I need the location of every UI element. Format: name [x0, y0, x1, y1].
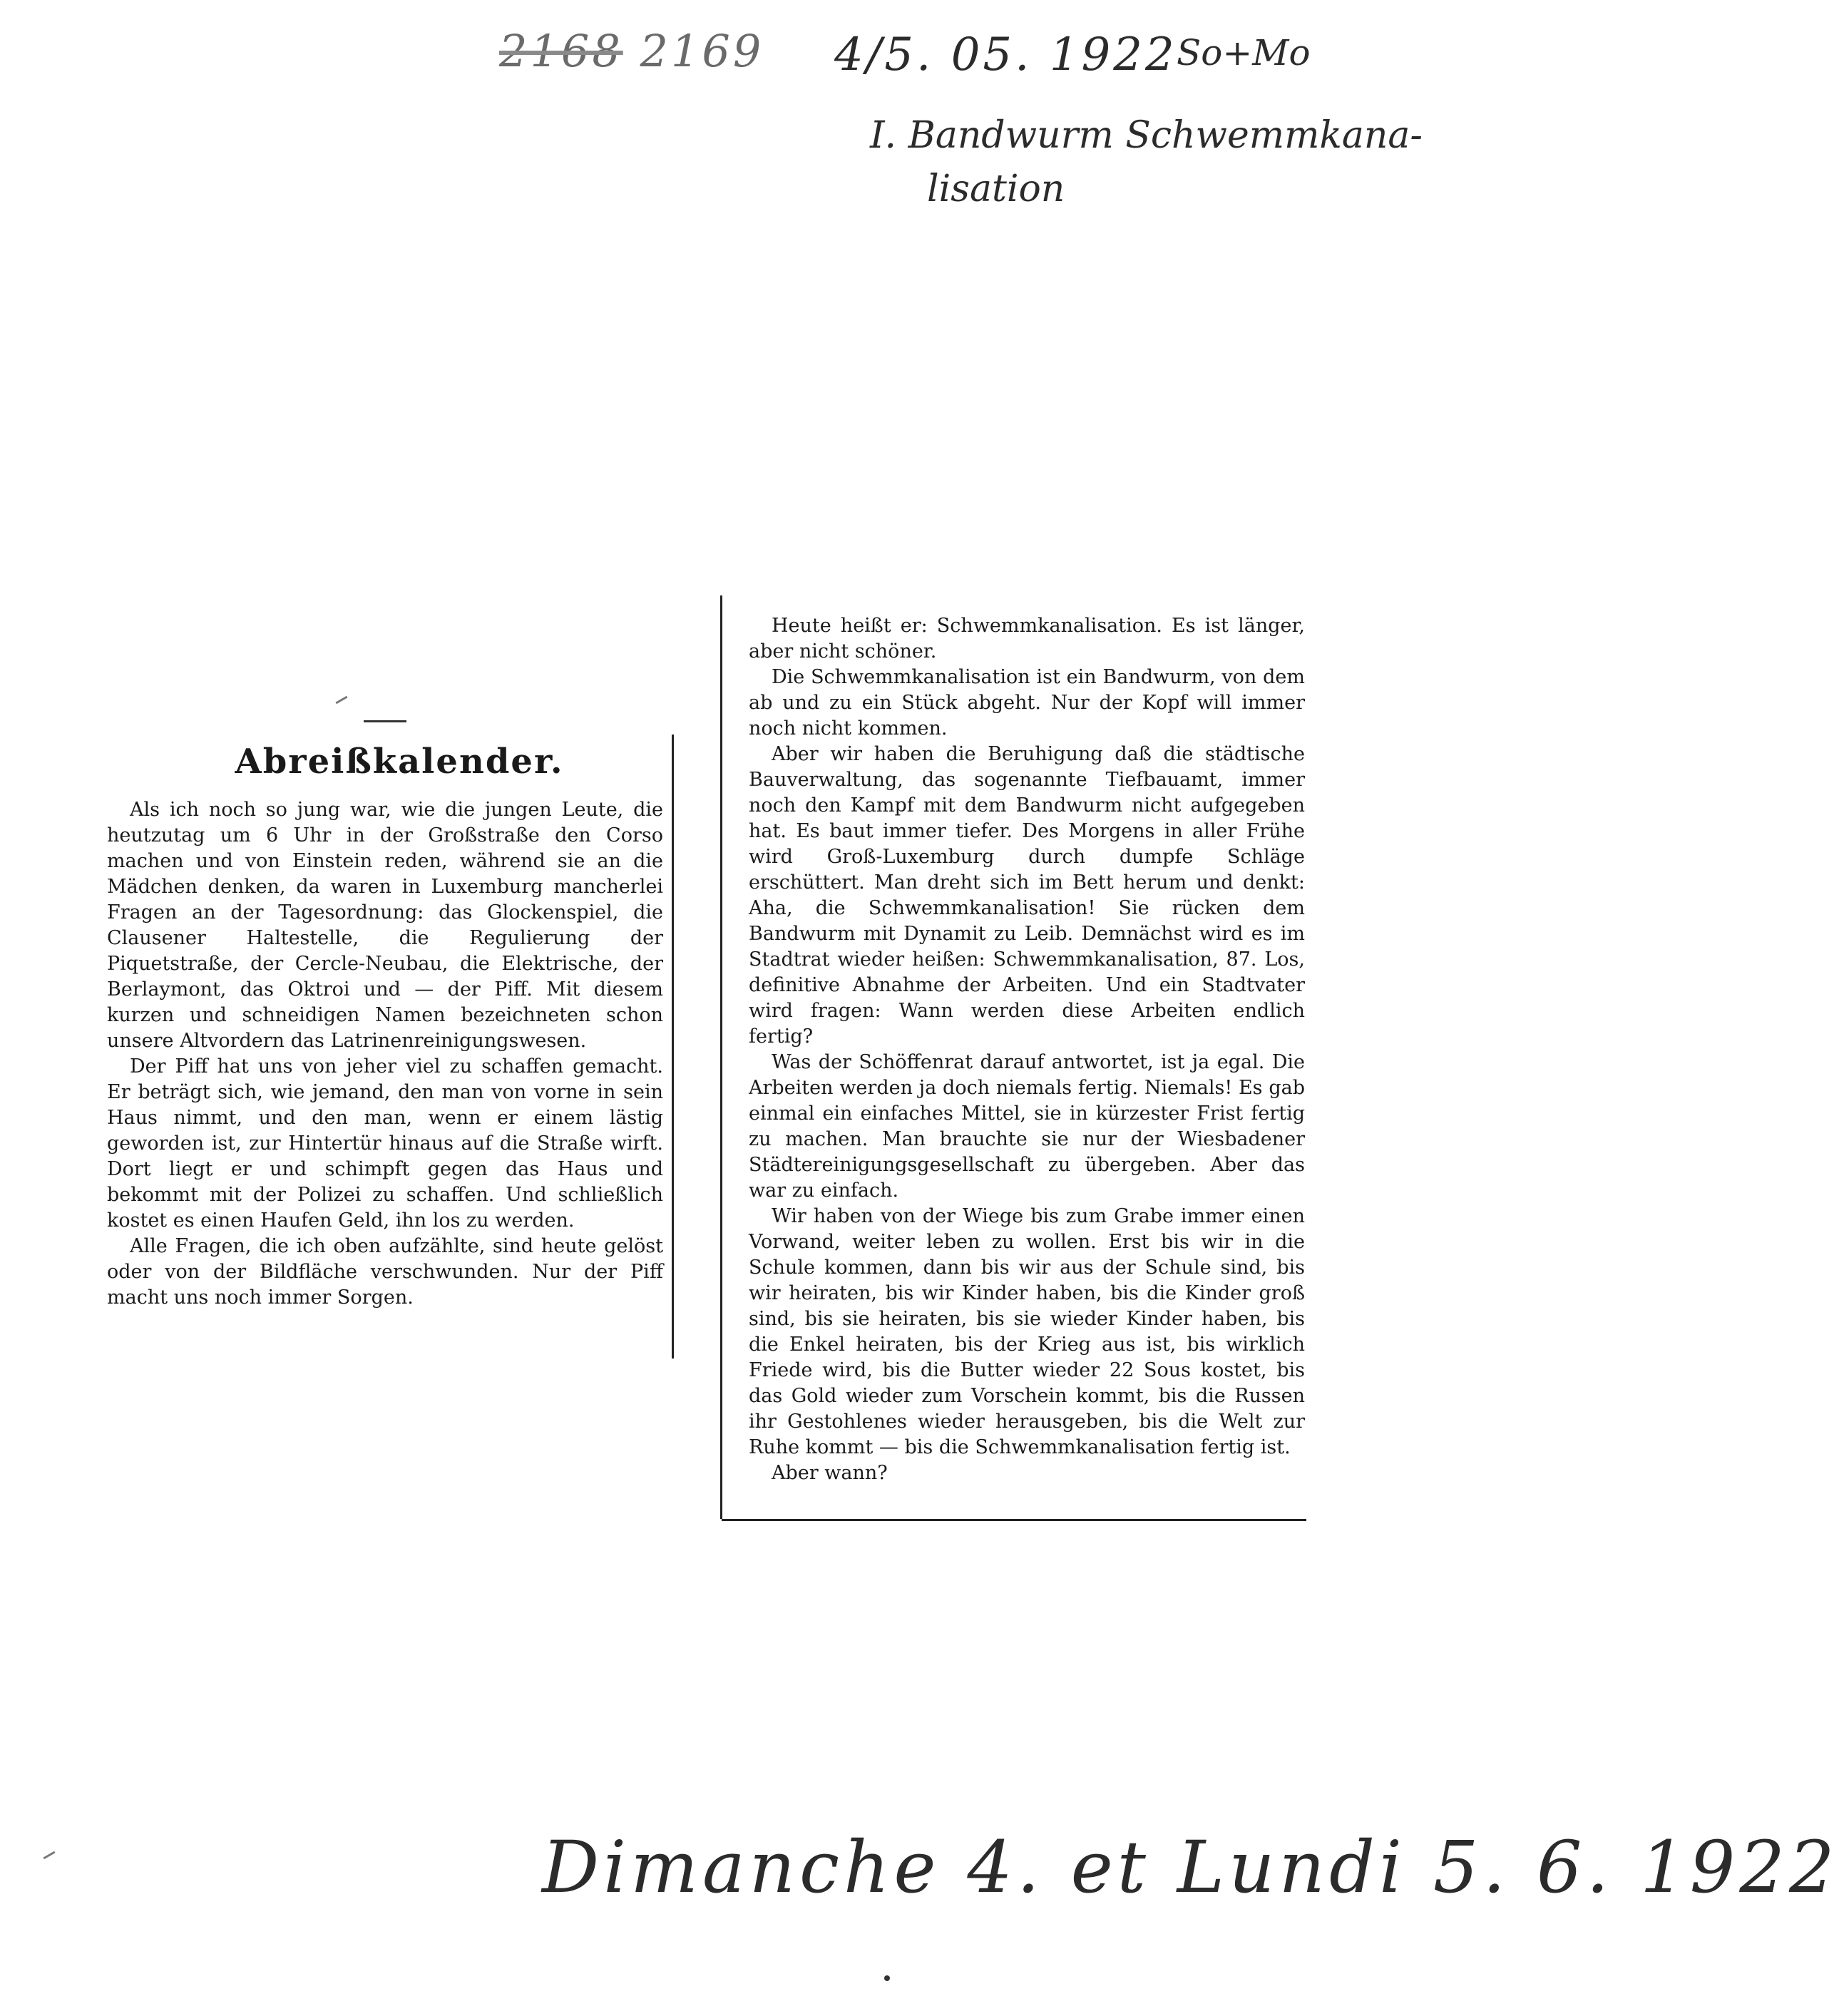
right-column-bottom-rule [722, 1519, 1306, 1521]
paragraph: Heute heißt er: Schwemmkanalisation. Es ist länger, aber nicht schöner. [749, 615, 1305, 662]
right-column-rule [720, 595, 722, 1519]
handwritten-footer-date: Dimanche 4. et Lundi 5. 6. 1922 [542, 1826, 1839, 1909]
article-right-column [749, 613, 1305, 1486]
article-left-column [107, 797, 663, 1311]
paragraph: Was der Schöffenrat darauf antwortet, ist ja egal. Die Arbeiten werden ja doch niemals fertig. Niemals! Es gab einmal ein einfaches Mittel, sie in kürzester Frist fertig zu machen. Man brauchte sie nur der Wiesbadener Städtereinigungsgesellschaft zu übergeben. Aber das war zu einfach. [749, 1051, 1305, 1202]
paragraph: Der Piff hat uns von jeher viel zu schaffen gemacht. Er beträgt sich, wie jemand, den man von vorne in sein Haus nimmt, und den man, wenn er einem lästig geworden ist, zur Hintertür hinaus auf die Straße wirft. Dort liegt er und schimpft gegen das Haus und bekommt mit der Polizei zu schaffen. Und schließlich kostet es einen Haufen Geld, ihn los zu werden. [107, 1055, 663, 1232]
archive-number-annotation [499, 25, 764, 77]
archive-number: 2169 [640, 25, 764, 77]
handwritten-date-range: 4/5. 05. 1922 [834, 29, 1177, 81]
handwritten-subject-line-1: I. Bandwurm Schwemmkana- [870, 114, 1423, 157]
scan-speck [335, 696, 347, 705]
title-dash [364, 720, 406, 722]
paragraph: Als ich noch so jung war, wie die jungen Leute, die heutzutag um 6 Uhr in der Großstraße den Corso machen und von Einstein reden, während sie an die Mädchen denken, da waren in Luxemburg mancherlei Fragen an der Tagesordnung: das Glockenspiel, die Clausener Haltestelle, die Regulierung der Piquetstraße, der Cercle-Neubau, die Elektrische, der Berlaymont, das Oktroi und — der Piff. Mit diesem kurzen und schneidigen Namen bezeichneten schon unsere Altvordern das Latrinenreinigungswesen. [107, 799, 663, 1052]
scan-speck [43, 1851, 55, 1860]
scan-dot [884, 1975, 890, 1981]
handwritten-page-range: So+Mo [1177, 32, 1311, 73]
left-column-rule [672, 735, 674, 1359]
paragraph: Aber wann? [772, 1462, 888, 1484]
archive-number-struck: 2168 [499, 25, 623, 77]
paragraph: Alle Fragen, die ich oben aufzählte, sind heute gelöst oder von der Bildfläche verschwunden. Nur der Piff macht uns noch immer Sorgen. [107, 1235, 663, 1309]
paragraph: Aber wir haben die Beruhigung daß die städtische Bauverwaltung, das sogenannte Tiefbauamt, immer noch den Kampf mit dem Bandwurm nicht aufgegeben hat. Es baut immer tiefer. Des Morgens in aller Frühe wird Groß-Luxemburg durch dumpfe Schläge erschüttert. Man dreht sich im Bett herum und denkt: Aha, die Schwemmkanalisation! Sie rücken dem Bandwurm mit Dynamit zu Leib. Demnächst wird es im Stadtrat wieder heißen: Schwemmkanalisation, 87. Los, definitive Abnahme der Arbeiten. Und ein Stadtvater wird fragen: Wann werden diese Arbeiten endlich fertig? [749, 743, 1305, 1048]
paragraph: Die Schwemmkanalisation ist ein Bandwurm, von dem ab und zu ein Stück abgeht. Nur der Kopf will immer noch nicht kommen. [749, 666, 1305, 740]
paragraph: Wir haben von der Wiege bis zum Grabe immer einen Vorwand, weiter leben zu wollen. Erst bis wir in die Schule kommen, dann bis wir aus der Schule sind, bis wir heiraten, bis wir Kinder haben, bis die Kinder groß sind, bis sie heiraten, bis sie wieder Kinder haben, bis die Enkel heiraten, bis der Krieg aus ist, bis wirklich Friede wird, bis die Butter wieder 22 Sous kostet, bis das Gold wieder zum Vorschein kommt, bis die Russen ihr Gestohlenes wieder herausgeben, bis die Welt zur Ruhe kommt — bis die Schwemmkanalisation fertig ist. [749, 1205, 1305, 1458]
handwritten-subject-line-2: lisation [927, 168, 1065, 210]
article-title: Abreißkalender. [235, 742, 564, 782]
